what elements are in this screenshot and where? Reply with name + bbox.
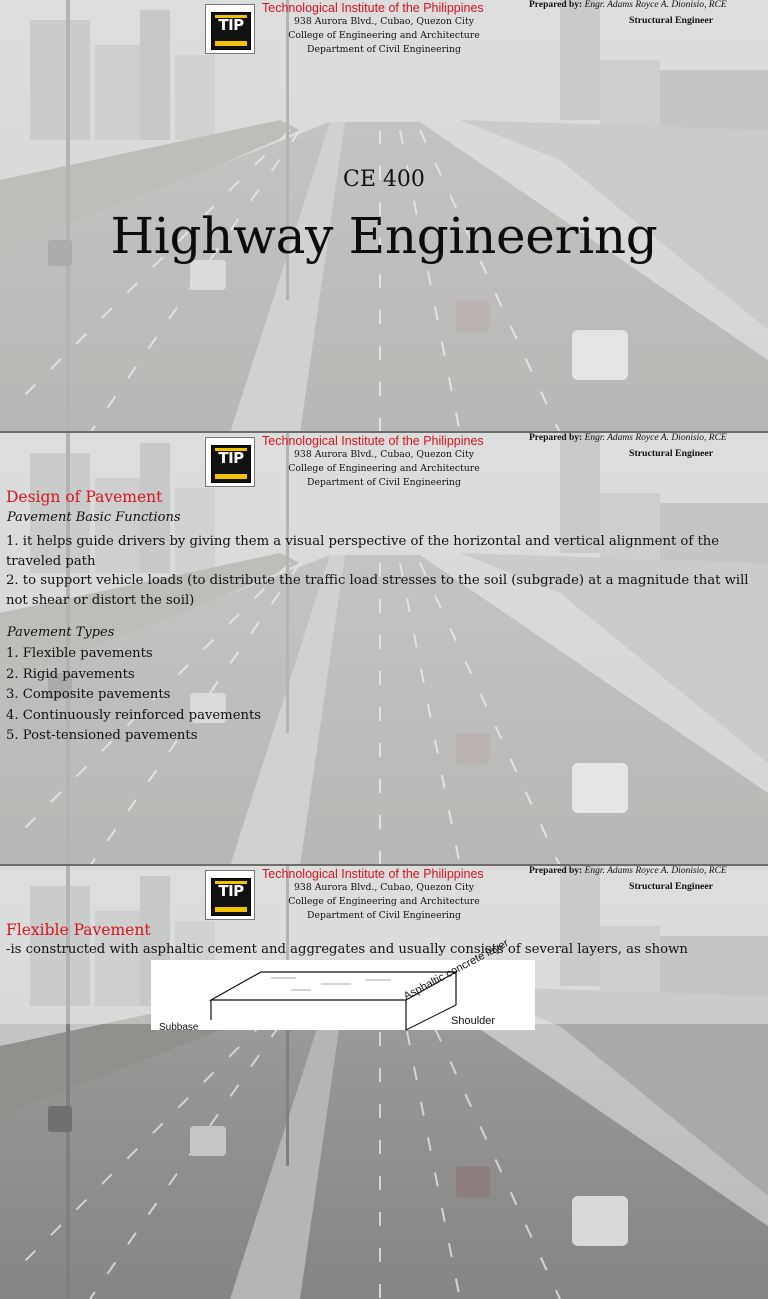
section-title: Flexible Pavement [6,921,151,939]
school-name: Technological Institute of the Philippines [262,1,484,15]
school-name: Technological Institute of the Philippines [262,434,484,448]
types-subtitle: Pavement Types [7,625,115,640]
pavement-types-list [6,644,261,747]
list-item: 1. Flexible pavements [6,646,153,661]
department-line: Department of Civil Engineering [307,910,461,921]
section-subtitle: Pavement Basic Functions [7,510,181,525]
list-item: 4. Continuously reinforced pavements [6,707,262,723]
department-line: Department of Civil Engineering [307,477,461,488]
slide-flexible-pavement [0,866,768,1033]
course-code: CE 400 [343,167,425,192]
school-name: Technological Institute of the Philippines [262,867,484,881]
prepared-by: Prepared by: Engr. Adams Royce A. Dionisio, RCE [529,0,727,10]
department-line: Department of Civil Engineering [307,44,461,55]
address-line: 938 Aurora Blvd., Cubao, Quezon City [294,16,474,27]
list-item: 2. Rigid pavements [6,666,135,682]
slide-title-text: Highway Engineering [110,207,658,265]
section-text: -is constructed with asphaltic cement and aggregates and usually consists of several layers, as shown [6,942,688,957]
prepared-by: Prepared by: Engr. Adams Royce A. Dionisio, RCE [529,433,727,443]
prepared-by: Prepared by: Engr. Adams Royce A. Dionisio, RCE [529,866,727,876]
author-role: Structural Engineer [629,448,714,459]
section-title: Design of Pavement [6,488,163,506]
tip-logo: TIP [205,437,255,487]
author-role: Structural Engineer [629,881,714,892]
address-line: 938 Aurora Blvd., Cubao, Quezon City [294,882,474,893]
address-line: 938 Aurora Blvd., Cubao, Quezon City [294,449,474,460]
function-item-2: 2. to support vehicle loads (to distribute the traffic load stresses to the soil (subgrade) at a magnitude that will not shear or distort the soil) [6,573,749,608]
function-item-1: 1. it helps guide drivers by giving them a visual perspective of the horizontal and vertical alignment of the traveled path [6,534,720,569]
college-line: College of Engineering and Architecture [288,896,480,907]
layer-label: Asphaltic concrete layer [401,937,511,1003]
list-item: 3. Composite pavements [6,687,171,703]
tip-logo: TIP [205,4,255,54]
list-item: 5. Post-tensioned pavements [6,728,198,744]
author-role: Structural Engineer [629,15,714,26]
tip-logo: TIP [205,870,255,920]
college-line: College of Engineering and Architecture [288,463,480,474]
slide-title [0,0,768,433]
subbase-label: Subbase [159,1022,199,1033]
college-line: College of Engineering and Architecture [288,30,480,41]
shoulder-label: Shoulder [451,1015,496,1027]
slide-design-of-pavement [0,433,768,866]
